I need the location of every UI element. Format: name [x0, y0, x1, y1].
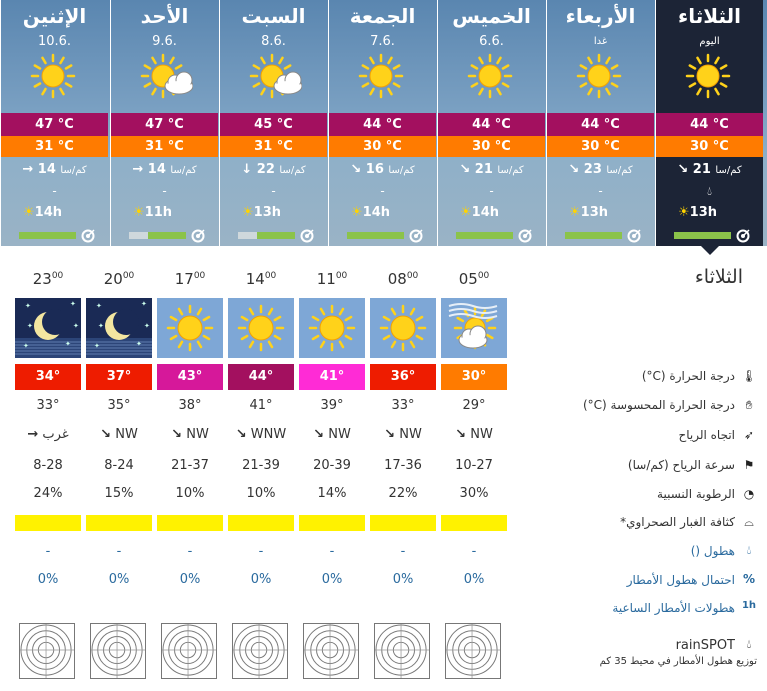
- wind-unit: كم/سا: [606, 165, 633, 176]
- hour-value: 14: [245, 270, 265, 288]
- sun-hours: [569, 205, 608, 220]
- sun-icon: [464, 52, 520, 102]
- day-wind: [111, 162, 218, 177]
- svg-text:✦: ✦: [23, 342, 29, 350]
- sun-cloud-icon: [246, 52, 302, 102]
- wind-speed: 16: [365, 162, 384, 177]
- drop-icon: 💧︎: [746, 543, 752, 557]
- hour-temp: 34°: [15, 364, 81, 390]
- wind-direction: غرب: [42, 427, 69, 442]
- sun-hours: [133, 205, 172, 220]
- day-name: السبت: [241, 4, 306, 28]
- hour-wind-direction: [299, 427, 365, 442]
- hour-wind-range: 8-24: [104, 458, 134, 473]
- dust-bar: [441, 515, 507, 531]
- wind-direction: NW: [186, 427, 209, 442]
- hour-label: [157, 270, 223, 288]
- uv-index-icon: [191, 228, 205, 242]
- humidity-gauge-icon: ◔: [743, 487, 755, 501]
- day-min-temp: 30 °C: [656, 136, 763, 157]
- wind-speed: 21: [474, 162, 493, 177]
- wind-arrow-icon: ↘: [350, 162, 362, 177]
- sun-small-icon: ☀: [460, 205, 472, 220]
- predictability-bar: [129, 232, 187, 239]
- sun-small-icon: ☀: [678, 205, 690, 220]
- day-max-temp: 44 °C: [329, 113, 436, 136]
- sun-cloud-icon: [137, 52, 193, 102]
- wind-arrow-icon: ↘: [313, 427, 325, 442]
- hour-humidity: 22%: [388, 486, 418, 501]
- hour-temp: 43°: [157, 364, 223, 390]
- predictability-bar: [565, 232, 623, 239]
- hour-wind-direction: [15, 427, 81, 442]
- moon-icon: [15, 298, 81, 358]
- hour-wind-range: 21-39: [242, 458, 280, 473]
- day-max-temp: 44 °C: [438, 113, 545, 136]
- predictability-bar: [238, 232, 296, 239]
- day-column-1[interactable]: [110, 0, 218, 246]
- wind-arrow-icon: ↘: [459, 162, 471, 177]
- day-max-temp: 44 °C: [656, 113, 763, 136]
- day-name: الأربعاء: [565, 4, 636, 28]
- rainspot-map[interactable]: [90, 623, 146, 679]
- uv-index-icon: [300, 228, 314, 242]
- label-rainspot-sub: توزيع هطول الأمطار في محيط 35 كم: [599, 656, 757, 667]
- day-column-2[interactable]: [219, 0, 327, 246]
- wind-speed: 14: [37, 162, 56, 177]
- label-rainspot[interactable]: rainSPOT: [675, 638, 735, 653]
- dust-bar: [157, 515, 223, 531]
- hour-minutes: 00: [122, 271, 135, 281]
- sun-icon: [299, 298, 365, 358]
- dust-bar: [15, 515, 81, 531]
- day-precip: -: [162, 184, 167, 198]
- day-wind: [220, 162, 327, 177]
- sun-icon: [682, 52, 738, 102]
- sun-hours: [23, 205, 62, 220]
- svg-text:✦: ✦: [136, 340, 142, 348]
- day-max-temp: 44 °C: [547, 113, 654, 136]
- day-column-0[interactable]: [0, 0, 108, 246]
- wind-unit: كم/سا: [170, 165, 197, 176]
- day-date: 7.6.: [370, 34, 395, 49]
- svg-text:✦: ✦: [98, 322, 104, 330]
- hour-label: [86, 270, 152, 288]
- day-name: الجمعة: [349, 4, 416, 28]
- wind-arrow-icon: ↘: [100, 427, 112, 442]
- wind-unit: كم/سا: [60, 165, 87, 176]
- hour-precip: -: [258, 544, 264, 559]
- wind-direction: NW: [328, 427, 351, 442]
- rainspot-map[interactable]: [374, 623, 430, 679]
- selected-day-title: الثلاثاء: [694, 266, 743, 288]
- hourly-precip-icon: 1h: [741, 600, 757, 611]
- sun-hours-value: 14h: [362, 205, 391, 220]
- wind-arrow-icon: ↘: [677, 162, 689, 177]
- hour-humidity: 24%: [33, 486, 63, 501]
- svg-text:✦: ✦: [141, 300, 147, 308]
- day-date: 10.6.: [37, 34, 72, 49]
- day-precip: -: [271, 184, 276, 198]
- day-wind: [547, 162, 654, 177]
- hour-value: 11: [316, 270, 336, 288]
- sun-hours: [678, 205, 717, 220]
- sun-icon: [573, 52, 629, 102]
- wind-speed: 22: [256, 162, 275, 177]
- daily-forecast-panel: [0, 0, 767, 246]
- dust-bar: [86, 515, 152, 531]
- day-precip: -: [380, 184, 385, 198]
- day-date: 6.6.: [479, 34, 504, 49]
- moon-icon: [86, 298, 152, 358]
- sun-hours-value: 13h: [580, 205, 609, 220]
- predictability-bar: [456, 232, 514, 239]
- hour-precip: -: [329, 544, 335, 559]
- predictability-bar: [19, 232, 77, 239]
- hour-wind-range: 10-27: [455, 458, 493, 473]
- day-max-temp: 47 °C: [1, 113, 108, 136]
- day-date: 8.6.: [261, 34, 286, 49]
- hour-precip: -: [400, 544, 406, 559]
- hour-minutes: 00: [193, 271, 206, 281]
- day-name: الإثنين: [22, 4, 87, 28]
- predictability-bar: [347, 232, 405, 239]
- uv-index-icon: [409, 228, 423, 242]
- hour-minutes: 00: [477, 271, 490, 281]
- sun-small-icon: ☀: [23, 205, 35, 220]
- dust-bar: [228, 515, 294, 531]
- sun-hours: [351, 205, 390, 220]
- hour-temp: 44°: [228, 364, 294, 390]
- hour-precip-probability: 0%: [463, 572, 485, 587]
- wind-vane-icon: ➶: [743, 428, 755, 442]
- svg-text:✦: ✦: [73, 322, 79, 330]
- day-wind: [329, 162, 436, 177]
- sun-icon: [355, 52, 411, 102]
- sun-hours-value: 14h: [34, 205, 63, 220]
- wind-direction: WNW: [250, 427, 287, 442]
- rainspot-map[interactable]: [445, 623, 501, 679]
- hour-precip: -: [471, 544, 477, 559]
- hour-humidity: 15%: [104, 486, 134, 501]
- sun-hours-value: 14h: [471, 205, 500, 220]
- wind-unit: كم/سا: [497, 165, 524, 176]
- selected-day-pointer: [701, 246, 719, 255]
- uv-index-icon: [81, 228, 95, 242]
- hour-precip-probability: 0%: [392, 572, 414, 587]
- day-label: غدا: [593, 36, 608, 47]
- sun-icon: [157, 298, 223, 358]
- percent-drop-icon: %: [742, 572, 756, 586]
- hour-precip-probability: 0%: [321, 572, 343, 587]
- wind-arrow-icon: ↘: [384, 427, 396, 442]
- wind-speed: 23: [583, 162, 602, 177]
- hour-precip-probability: 0%: [108, 572, 130, 587]
- day-max-temp: 45 °C: [220, 113, 327, 136]
- label-feels-like: درجة الحرارة المحسوسة (C°): [582, 398, 735, 412]
- uv-index-icon: [518, 228, 532, 242]
- day-name: الخميس: [452, 4, 531, 28]
- hour-minutes: 00: [335, 271, 348, 281]
- day-min-temp: 30 °C: [329, 136, 436, 157]
- wind-arrow-icon: ↘: [235, 427, 247, 442]
- hour-label: [370, 270, 436, 288]
- hour-temp: 41°: [299, 364, 365, 390]
- hour-feels-like: 39°: [320, 398, 344, 413]
- day-wind: [1, 162, 108, 177]
- wind-arrow-icon: ↓: [241, 162, 253, 177]
- day-precip: -: [489, 184, 494, 198]
- svg-text:✦: ✦: [65, 340, 71, 348]
- dust-bar: [370, 515, 436, 531]
- label-precipitation: هطول (): [690, 544, 735, 558]
- hour-label: [228, 270, 294, 288]
- sun-icon: [228, 298, 294, 358]
- wind-arrow-icon: →: [132, 162, 144, 177]
- hour-minutes: 00: [51, 271, 64, 281]
- hour-humidity: 30%: [459, 486, 489, 501]
- wind-speed: 14: [147, 162, 166, 177]
- day-min-temp: 31 °C: [220, 136, 327, 157]
- hour-feels-like: 33°: [391, 398, 415, 413]
- dust-icon: ⌓: [744, 515, 754, 529]
- svg-text:✦: ✦: [25, 302, 31, 310]
- hour-feels-like: 29°: [462, 398, 486, 413]
- uv-index-icon: [627, 228, 641, 242]
- day-min-temp: 31 °C: [111, 136, 218, 157]
- sun-hours: [242, 205, 281, 220]
- hour-precip-probability: 0%: [250, 572, 272, 587]
- day-date: 9.6.: [152, 34, 177, 49]
- label-precip-probability: احتمال هطول الأمطار: [626, 573, 735, 587]
- sun-small-icon: ☀: [242, 205, 254, 220]
- hour-feels-like: 35°: [107, 398, 131, 413]
- wind-flag-icon: ⚑: [743, 458, 755, 472]
- rainspot-drop-icon: 💧︎: [746, 637, 752, 651]
- day-label: اليوم: [699, 36, 720, 47]
- hour-temp: 30°: [441, 364, 507, 390]
- hour-wind-direction: [441, 427, 507, 442]
- sun-icon: [370, 298, 436, 358]
- rainspot-map[interactable]: [161, 623, 217, 679]
- wind-speed: 21: [692, 162, 711, 177]
- svg-text:✦: ✦: [70, 300, 76, 308]
- hour-precip: -: [45, 544, 51, 559]
- hour-feels-like: 38°: [178, 398, 202, 413]
- wind-arrow-icon: ↘: [568, 162, 580, 177]
- day-max-temp: 47 °C: [111, 113, 218, 136]
- day-precip: -: [598, 184, 603, 198]
- hour-precip: -: [187, 544, 193, 559]
- hour-value: 20: [103, 270, 123, 288]
- wind-arrow-icon: →: [27, 427, 39, 442]
- hour-label: [299, 270, 365, 288]
- day-name: الأحد: [140, 4, 189, 28]
- wind-direction: NW: [470, 427, 493, 442]
- sun-hours-value: 13h: [689, 205, 718, 220]
- hour-wind-direction: [86, 427, 152, 442]
- hour-humidity: 14%: [317, 486, 347, 501]
- sun-hours-value: 13h: [253, 205, 282, 220]
- wind-arrow-icon: ↘: [455, 427, 467, 442]
- day-column-4[interactable]: [437, 0, 545, 246]
- hour-wind-range: 17-36: [384, 458, 422, 473]
- hour-label: [15, 270, 81, 288]
- hour-label: [441, 270, 507, 288]
- hour-value: 17: [174, 270, 194, 288]
- wind-arrow-icon: →: [22, 162, 34, 177]
- haze-sun-cloud-icon: [441, 298, 507, 358]
- wind-unit: كم/سا: [279, 165, 306, 176]
- hour-feels-like: 41°: [249, 398, 273, 413]
- label-wind-speed: سرعة الرياح (كم/سا): [627, 458, 735, 472]
- hour-temp: 37°: [86, 364, 152, 390]
- hour-wind-range: 20-39: [313, 458, 351, 473]
- day-min-temp: 31 °C: [1, 136, 108, 157]
- sun-hours-value: 11h: [144, 205, 173, 220]
- hour-value: 23: [32, 270, 52, 288]
- sun-small-icon: ☀: [351, 205, 363, 220]
- sun-hours: [460, 205, 499, 220]
- label-humidity: الرطوبة النسبية: [657, 487, 735, 501]
- rainspot-map[interactable]: [232, 623, 288, 679]
- day-min-temp: 30 °C: [438, 136, 545, 157]
- rainspot-map[interactable]: [19, 623, 75, 679]
- svg-text:✦: ✦: [96, 302, 102, 310]
- label-wind-direction: اتجاه الرياح: [678, 428, 735, 442]
- hour-humidity: 10%: [175, 486, 205, 501]
- thermometer-icon: 🌡︎: [741, 369, 757, 383]
- wind-arrow-icon: ↘: [171, 427, 183, 442]
- wind-direction: NW: [115, 427, 138, 442]
- hour-wind-direction: [157, 427, 223, 442]
- label-hourly-precip: هطولات الأمطار الساعية: [612, 601, 735, 615]
- hour-value: 05: [458, 270, 478, 288]
- svg-text:✦: ✦: [144, 322, 150, 330]
- day-name: الثلاثاء: [678, 4, 741, 28]
- hour-minutes: 00: [264, 271, 277, 281]
- wind-unit: كم/سا: [715, 165, 742, 176]
- hour-minutes: 00: [406, 271, 419, 281]
- label-temperature: درجة الحرارة (C°): [641, 369, 735, 383]
- sun-icon: [27, 52, 83, 102]
- day-column-6[interactable]: [655, 0, 763, 246]
- day-wind: [656, 162, 763, 177]
- sun-small-icon: ☀: [133, 205, 145, 220]
- hour-wind-direction: [370, 427, 436, 442]
- uv-index-icon: [736, 228, 750, 242]
- day-column-5[interactable]: [546, 0, 654, 246]
- hour-wind-direction: [228, 427, 294, 442]
- hour-temp: 36°: [370, 364, 436, 390]
- hour-feels-like: 33°: [36, 398, 60, 413]
- dust-bar: [299, 515, 365, 531]
- rainspot-map[interactable]: [303, 623, 359, 679]
- hour-wind-range: 21-37: [171, 458, 209, 473]
- drop-icon: 💧︎: [707, 184, 712, 198]
- hour-precip-probability: 0%: [37, 572, 59, 587]
- day-precip: -: [52, 184, 57, 198]
- day-column-3[interactable]: [328, 0, 436, 246]
- svg-text:✦: ✦: [94, 342, 100, 350]
- hour-wind-range: 8-28: [33, 458, 63, 473]
- wind-direction: NW: [399, 427, 422, 442]
- hand-icon: ✋︎: [745, 398, 753, 412]
- hour-precip-probability: 0%: [179, 572, 201, 587]
- predictability-bar: [674, 232, 732, 239]
- hour-precip: -: [116, 544, 122, 559]
- day-min-temp: 30 °C: [547, 136, 654, 157]
- sun-small-icon: ☀: [569, 205, 581, 220]
- wind-unit: كم/سا: [388, 165, 415, 176]
- hour-humidity: 10%: [246, 486, 276, 501]
- hour-value: 08: [387, 270, 407, 288]
- label-dust[interactable]: كثافة الغبار الصحراوي*: [620, 515, 735, 529]
- svg-text:✦: ✦: [27, 322, 33, 330]
- day-wind: [438, 162, 545, 177]
